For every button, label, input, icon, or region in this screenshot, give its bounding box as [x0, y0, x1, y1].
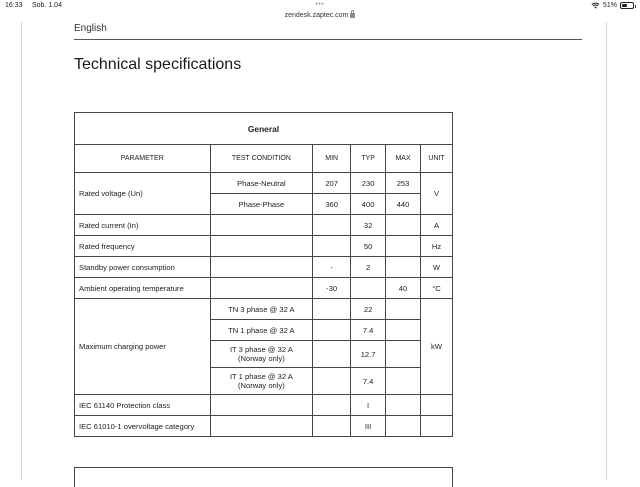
max-empty — [386, 257, 421, 278]
multitasking-dots[interactable]: ••• — [315, 2, 325, 8]
condition-text: IT 1 phase @ 32 A — [229, 372, 293, 381]
min-empty — [313, 299, 351, 320]
typ-value: 2 — [351, 257, 386, 278]
cond-empty — [210, 416, 313, 437]
max-value: 440 — [386, 194, 421, 215]
max-empty — [386, 395, 421, 416]
status-date: Sob. 1.04 — [32, 2, 62, 9]
header-min: MIN — [313, 145, 351, 173]
max-empty — [386, 368, 421, 395]
min-empty — [313, 416, 351, 437]
cond-empty — [210, 395, 313, 416]
typ-empty — [351, 278, 386, 299]
param-protection-class: IEC 61140 Protection class — [75, 395, 211, 416]
unit-value: Hz — [421, 236, 453, 257]
min-empty — [313, 236, 351, 257]
header-typ: TYP — [351, 145, 386, 173]
table-row — [75, 416, 453, 437]
page-edge-left — [21, 22, 22, 480]
min-value: 207 — [313, 173, 351, 194]
typ-value: 7.4 — [351, 368, 386, 395]
address-bar[interactable] — [0, 12, 640, 19]
max-empty — [386, 341, 421, 368]
table-row — [75, 395, 453, 416]
typ-value: 50 — [351, 236, 386, 257]
url-text: zendesk.zaptec.com — [284, 12, 349, 19]
min-empty — [313, 215, 351, 236]
table-row — [75, 278, 453, 299]
cond-empty — [210, 215, 313, 236]
unit-empty — [421, 416, 453, 437]
param-rated-frequency: Rated frequency — [75, 236, 211, 257]
max-value: 40 — [386, 278, 421, 299]
condition-note: (Norway only) — [237, 381, 285, 390]
table-row — [75, 215, 453, 236]
cond-phase-phase: Phase-Phase — [210, 194, 313, 215]
header-max: MAX — [386, 145, 421, 173]
typ-value: 7.4 — [351, 320, 386, 341]
header-unit: UNIT — [421, 145, 453, 173]
condition-note: (Norway only) — [237, 354, 285, 363]
max-empty — [386, 215, 421, 236]
unit-value: °C — [421, 278, 453, 299]
max-empty — [386, 320, 421, 341]
table-row — [75, 257, 453, 278]
typ-value: I — [351, 395, 386, 416]
page-edge-right — [606, 22, 607, 480]
min-value: -30 — [313, 278, 351, 299]
min-empty — [313, 368, 351, 395]
typ-value: 230 — [351, 173, 386, 194]
unit-value: kW — [421, 299, 453, 395]
battery-percent: 51% — [602, 2, 617, 9]
min-empty — [313, 341, 351, 368]
cond-tn-3-phase: TN 3 phase @ 32 A — [210, 299, 313, 320]
table-row — [75, 299, 453, 320]
table-header-row — [75, 145, 453, 173]
typ-value: 22 — [351, 299, 386, 320]
status-time: 16:33 — [5, 2, 23, 9]
cond-it-1-phase — [210, 368, 313, 395]
typ-value: 12.7 — [351, 341, 386, 368]
cond-empty — [210, 236, 313, 257]
min-empty — [313, 320, 351, 341]
page-title: Technical specifications — [74, 56, 242, 73]
unit-empty — [421, 395, 453, 416]
param-standby-power: Standby power consumption — [75, 257, 211, 278]
header-divider — [74, 39, 582, 40]
table-row — [75, 173, 453, 194]
next-spec-table — [74, 467, 453, 487]
lock-icon — [350, 13, 355, 18]
condition-text: IT 3 phase @ 32 A — [229, 345, 293, 354]
param-max-charging-power: Maximum charging power — [75, 299, 211, 395]
param-rated-current: Rated current (In) — [75, 215, 211, 236]
param-rated-voltage: Rated voltage (Un) — [75, 173, 211, 215]
typ-value: III — [351, 416, 386, 437]
max-empty — [386, 299, 421, 320]
cond-it-3-phase — [210, 341, 313, 368]
cond-empty — [210, 278, 313, 299]
unit-value: W — [421, 257, 453, 278]
param-ambient-temperature: Ambient operating temperature — [75, 278, 211, 299]
header-parameter: PARAMETER — [75, 145, 211, 173]
spec-table — [74, 112, 453, 437]
max-empty — [386, 236, 421, 257]
table-row — [75, 236, 453, 257]
language-label[interactable]: English — [74, 23, 107, 34]
min-value: - — [313, 257, 351, 278]
section-title: General — [75, 113, 453, 145]
max-empty — [386, 416, 421, 437]
cond-empty — [210, 257, 313, 278]
min-value: 360 — [313, 194, 351, 215]
typ-value: 32 — [351, 215, 386, 236]
typ-value: 400 — [351, 194, 386, 215]
param-overvoltage-category: IEC 61010-1 overvoltage category — [75, 416, 211, 437]
max-value: 253 — [386, 173, 421, 194]
unit-value: A — [421, 215, 453, 236]
cond-tn-1-phase: TN 1 phase @ 32 A — [210, 320, 313, 341]
unit-value: V — [421, 173, 453, 215]
header-test-condition: TEST CONDITION — [210, 145, 313, 173]
min-empty — [313, 395, 351, 416]
cond-phase-neutral: Phase-Neutral — [210, 173, 313, 194]
